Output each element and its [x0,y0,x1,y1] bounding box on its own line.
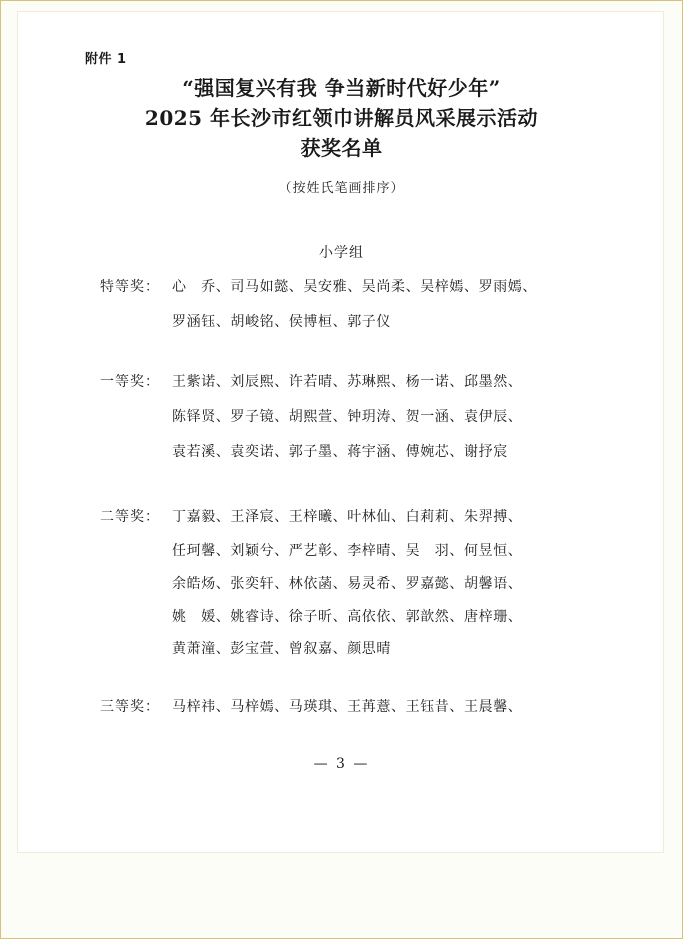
names-line: 任珂馨、刘颖兮、严艺彰、李梓晴、吴 羽、何昱恒、 [172,543,523,559]
award-label-third: 三等奖： [100,699,160,715]
names-line: 马梓祎、马梓嫣、马瑛琪、王苒薏、王钰昔、王晨馨、 [172,699,523,715]
names-line: 黄萧潼、彭宝萱、曾叙嘉、颜思晴 [172,641,391,657]
award-label-second: 二等奖： [100,509,160,525]
names-line: 袁若溪、袁奕诺、郭子墨、蒋宇涵、傅婉芯、谢抒宸 [172,444,508,460]
names-line: 余皓炀、张奕轩、林依菡、易灵希、罗嘉懿、胡馨语、 [172,576,523,592]
names-line: 姚 媛、姚睿诗、徐子昕、高依依、郭歆然、唐梓珊、 [172,609,523,625]
names-line: 陈铎贤、罗子镜、胡熙萱、钟玥涛、贺一涵、袁伊辰、 [172,409,523,425]
sort-note: （按姓氏笔画排序） [278,181,405,196]
title-line-2: 2025 年长沙市红领巾讲解员风采展示活动 [144,106,539,130]
title-line-1: “强国复兴有我 争当新时代好少年” [182,76,501,100]
names-line: 丁嘉毅、王泽宸、王梓曦、叶林仙、白莉莉、朱羿搏、 [172,509,523,525]
title-line-3: 获奖名单 [300,136,383,160]
page-number: — 3 — [313,756,370,772]
attachment-label: 附件 1 [85,52,127,67]
names-line: 罗涵钰、胡峻铭、侯博桓、郭子仪 [172,314,391,330]
names-line: 王紫诺、刘辰熙、许若晴、苏琳熙、杨一诺、邱墨然、 [172,374,523,390]
award-label-first: 一等奖： [100,374,160,390]
award-label-special: 特等奖： [100,279,160,295]
names-line: 心 乔、司马如懿、吴安雅、吴尚柔、吴梓嫣、罗雨嫣、 [172,279,537,295]
group-title: 小学组 [319,245,364,261]
